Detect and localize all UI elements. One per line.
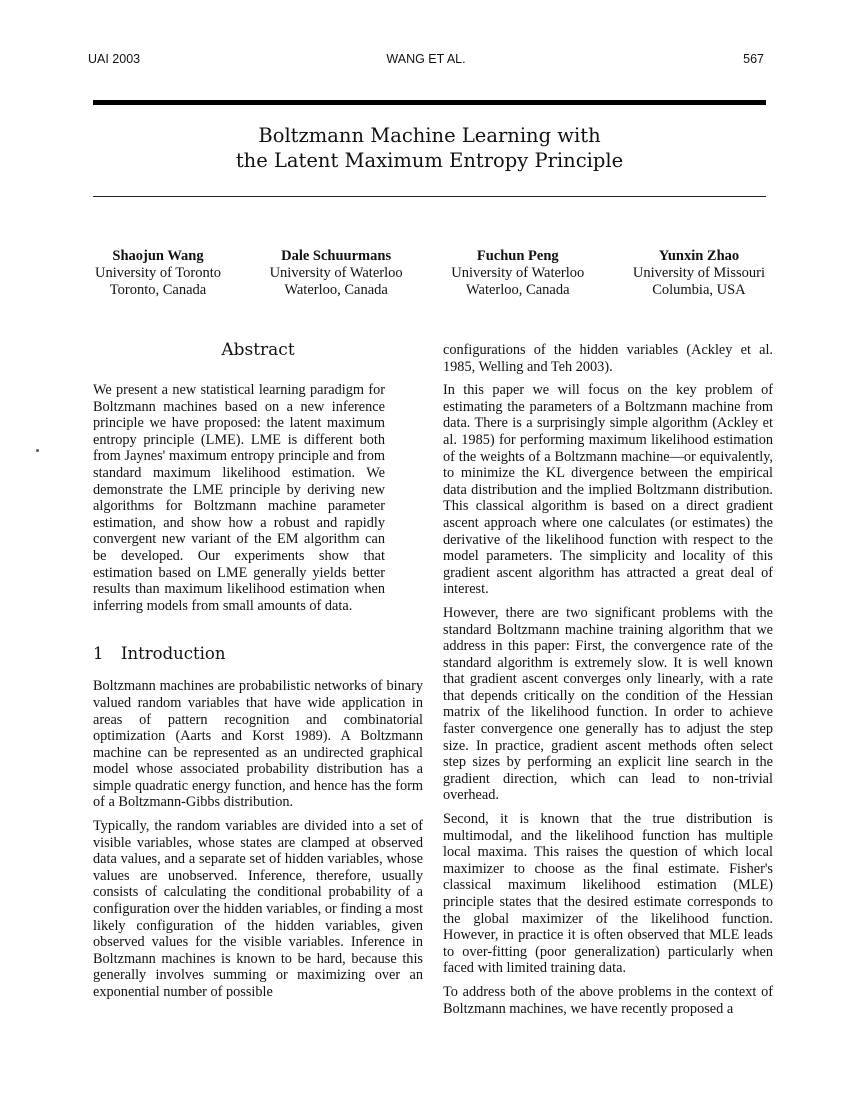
- author-name: Shaojun Wang: [112, 248, 204, 264]
- author: [95, 248, 221, 299]
- left-column: [93, 340, 423, 1008]
- author-name: Yunxin Zhao: [658, 248, 740, 264]
- author-name: Fuchun Peng: [476, 248, 559, 264]
- section-title: Introduction: [121, 644, 226, 664]
- conference-label: UAI 2003: [88, 52, 141, 66]
- author: [451, 248, 584, 299]
- author-name: Dale Schuurmans: [281, 248, 392, 264]
- paragraph: To address both of the above problems in the context of Boltzmann machines, we have recently proposed a: [443, 983, 773, 1017]
- paragraph: configurations of the hidden variables (Ackley et al. 1985, Welling and Teh 2003).: [443, 342, 773, 375]
- paragraph: However, there are two significant problems with the standard Boltzmann machine training algorithm that we address in this paper: First, the convergence rate of the standard algorithm is extremely slow. It is well known that gradient ascent converges only linearly, with a rate that depends critically on the condition of the Hessian matrix of the likelihood function. In order to achieve faster convergence one generally has to adjust the step size. In practice, gradient ascent methods often select step sizes by performing an explicit line search in the gradient direction, which can lead to non-trivial overhead.: [443, 604, 773, 804]
- author-location: Columbia, USA: [652, 282, 746, 298]
- right-column: [443, 342, 773, 1024]
- author-affiliation: University of Toronto: [95, 265, 221, 281]
- author-affiliation: University of Waterloo: [269, 265, 403, 281]
- author: [270, 248, 403, 299]
- author-location: Waterloo, Canada: [466, 282, 570, 298]
- section-number: 1: [93, 644, 104, 664]
- paragraph: In this paper we will focus on the key problem of estimating the parameters of a Boltzmann machine from data. There is a surprisingly simple algorithm (Ackley et al. 1985) for performing maximum likelihood estimation of the weights of a Boltzmann machine—or equivalently, to minimize the KL divergence between the empirical data distribution and the implied Boltzmann distribution. This classical algorithm is based on a direct gradient ascent approach where one calculates (or estimates) the derivative of the likelihood function with respect to the model parameters. The simplicity and locality of this gradient ascent algorithm has attracted a great deal of interest.: [443, 382, 773, 598]
- author-affiliation: University of Waterloo: [451, 265, 585, 281]
- title-line-1: Boltzmann Machine Learning with: [258, 124, 601, 147]
- author-affiliation: University of Missouri: [632, 265, 765, 281]
- author-location: Waterloo, Canada: [284, 282, 388, 298]
- abstract-text: We present a new statistical learning paradigm for Boltzmann machines based on a new inference principle we have proposed: the latent maximum entropy principle (LME). LME is different both from Jaynes' maximum entropy principle and from standard maximum likelihood estimation. We demonstrate the LME principle by deriving new algorithms for Boltzmann machine parameter estimation, and show how a robust and rapidly convergent new variant of the EM algorithm can be developed. Our experiments show that estimation based on LME generally yields better results than maximum likelihood estimation when inferring models from small amounts of data.: [93, 382, 385, 614]
- author-block: [95, 248, 765, 299]
- paper-title: [93, 123, 766, 173]
- paragraph: Second, it is known that the true distribution is multimodal, and the likelihood function has multiple local maxima. This raises the question of which local maximizer to choose as the final estimate. Fisher's classical maximum likelihood estimation (MLE) principle states that the desired estimate corresponds to the global maximizer of the likelihood function. However, in practice it is often observed that MLE leads to over-fitting (poor generalization) particularly when faced with limited training data.: [443, 811, 773, 977]
- running-head: [88, 52, 764, 68]
- author: [633, 248, 765, 299]
- author-location: Toronto, Canada: [109, 282, 207, 298]
- paragraph: Boltzmann machines are probabilistic networks of binary valued random variables that have wide application in areas of pattern recognition and combinatorial optimization (Aarts and Korst 1989). A Boltzmann machine can be represented as an undirected graphical model whose associated probability distribution has a simple quadratic energy function, and hence has the form of a Boltzmann-Gibbs distribution.: [93, 678, 423, 811]
- abstract-heading: Abstract: [221, 340, 295, 360]
- authors-short: WANG ET AL.: [386, 52, 466, 66]
- page-number: 567: [743, 52, 764, 66]
- top-rule: [93, 100, 766, 105]
- section-heading: [93, 644, 423, 664]
- margin-dot: [36, 449, 39, 452]
- title-line-2: the Latent Maximum Entropy Principle: [235, 149, 624, 172]
- title-rule: [93, 196, 766, 197]
- paragraph: Typically, the random variables are divided into a set of visible variables, whose states are clamped at observed data values, and a separate set of hidden variables, whose values are unobserved. Inference, therefore, usually consists of calculating the conditional probability of a configuration over the hidden variables, or finding a most likely configuration of the hidden variables, given observed values for the visible variables. Inference in Boltzmann machines is known to be hard, because this generally involves summing or maximizing over an exponential number of possible: [93, 818, 423, 1000]
